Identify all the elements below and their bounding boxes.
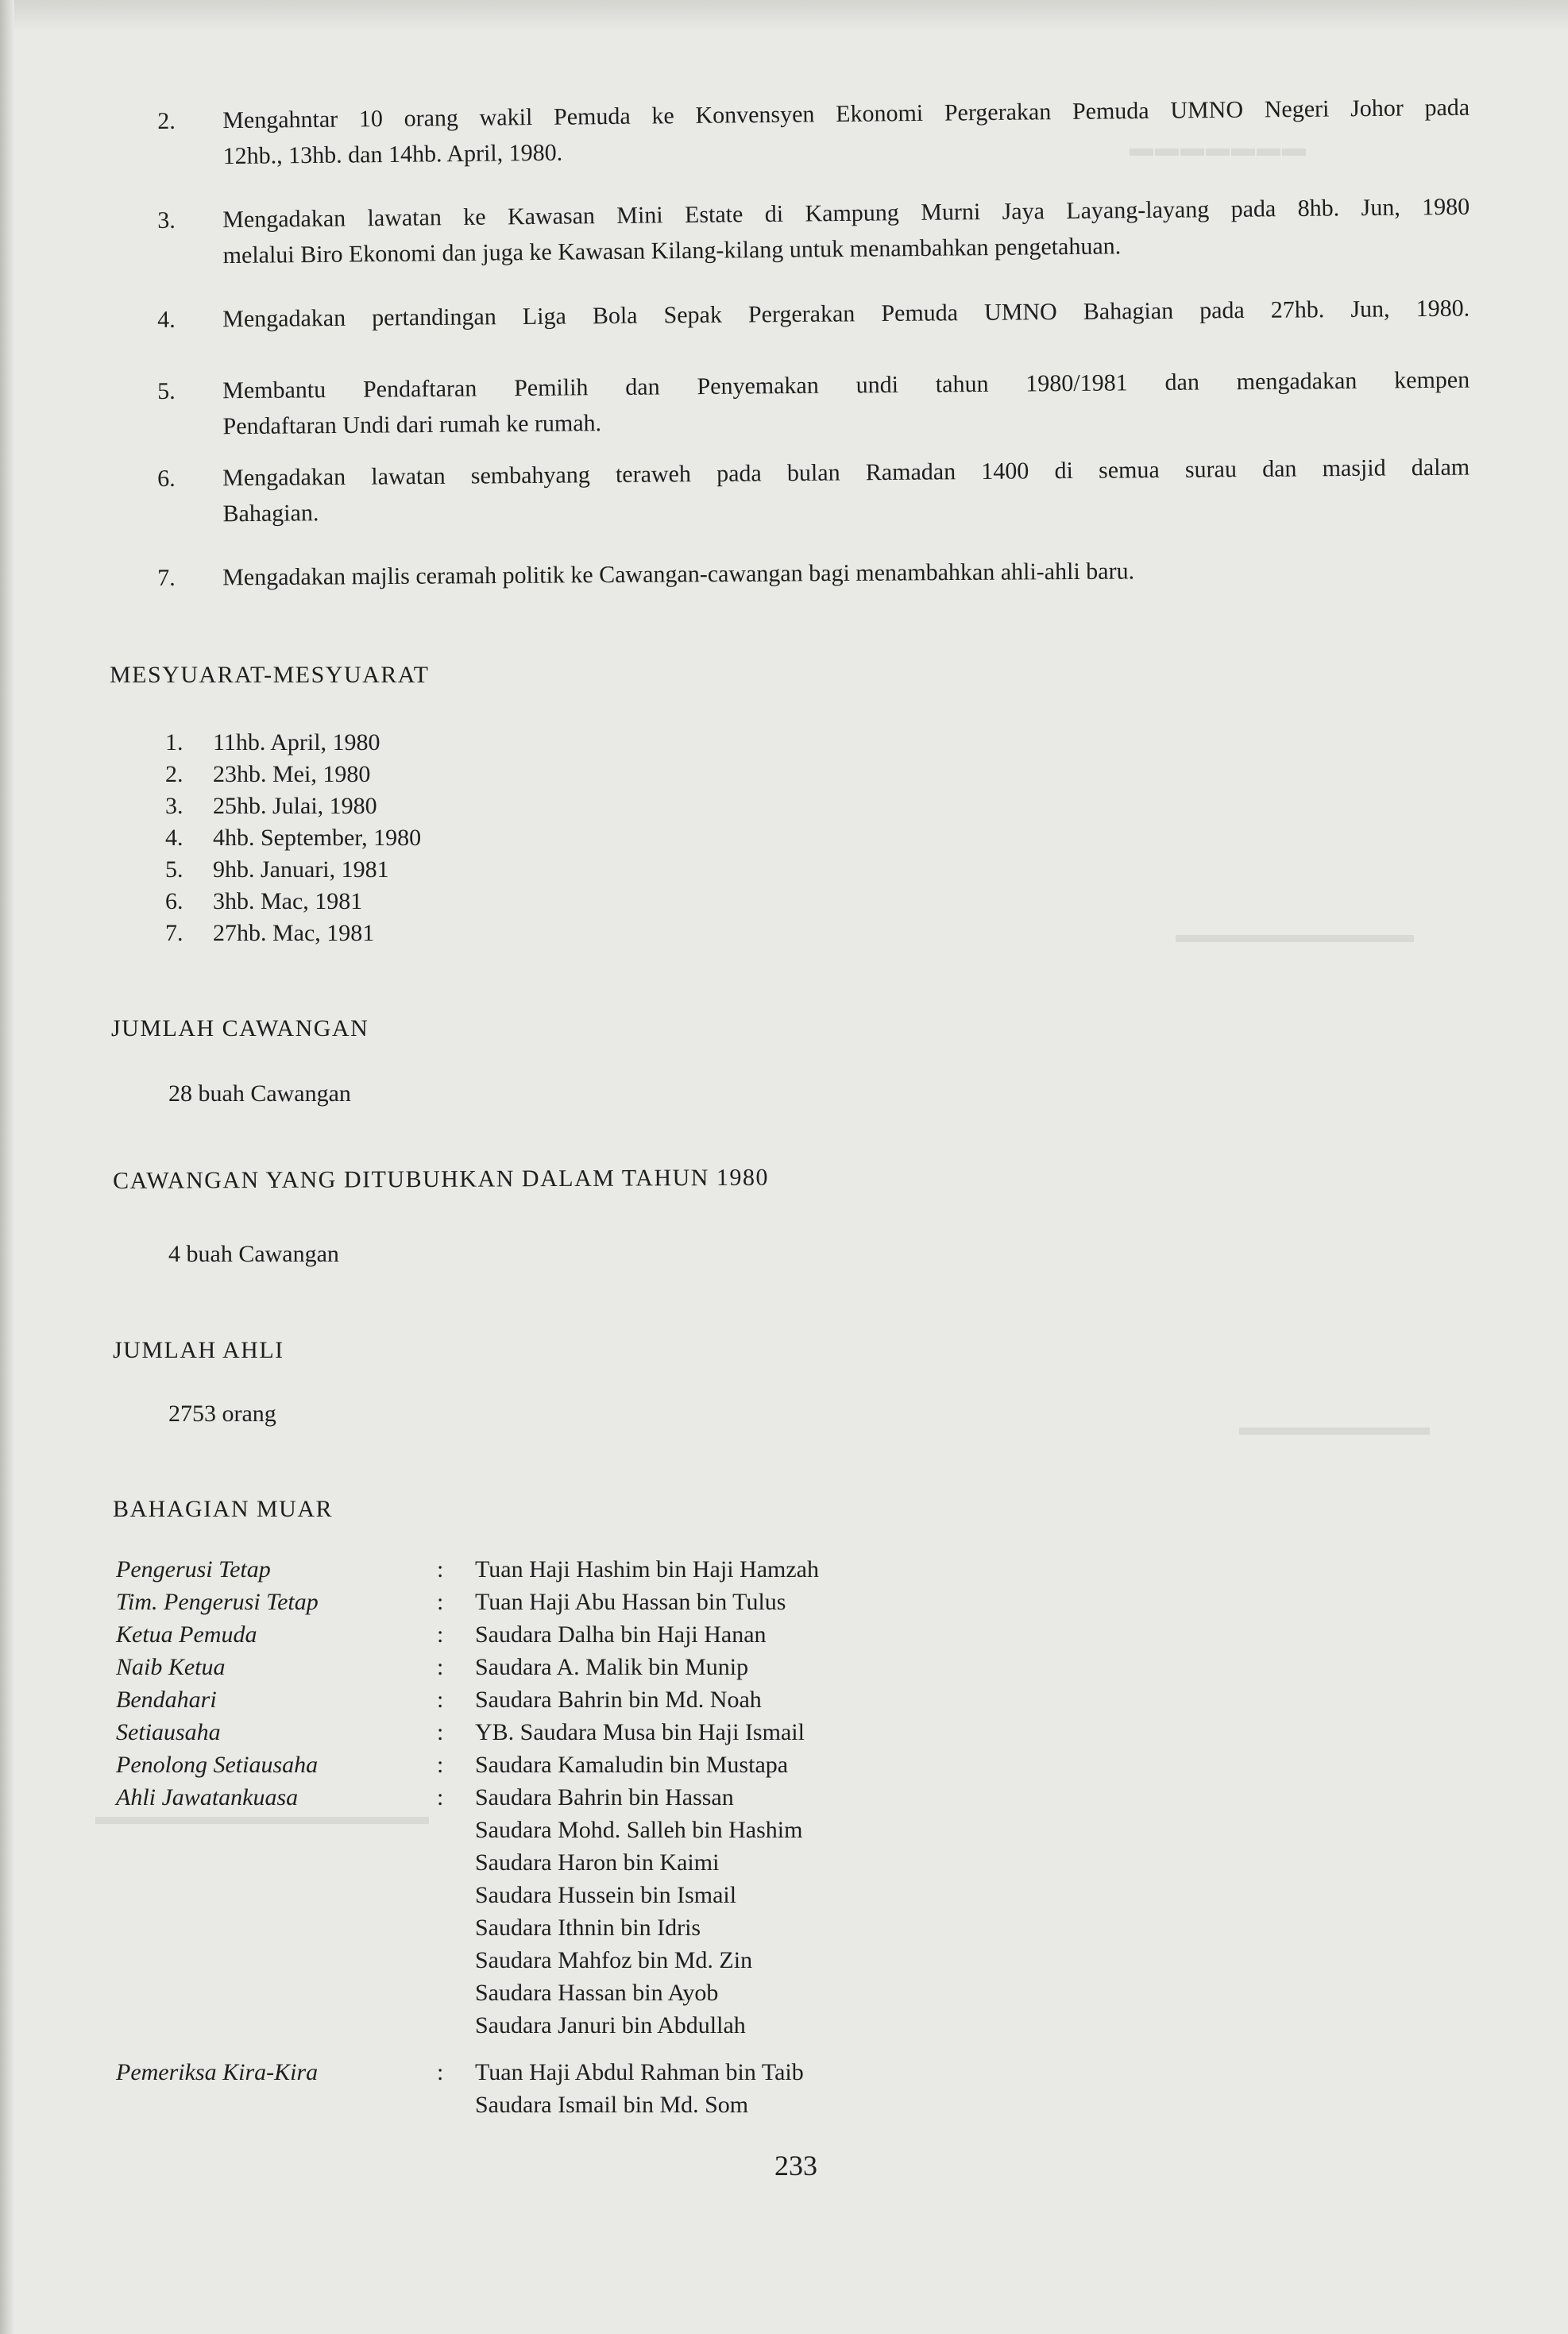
officer-role: Ketua Pemuda — [116, 1621, 257, 1648]
activity-item — [157, 189, 1476, 269]
meeting-number: 7. — [165, 920, 183, 946]
officer-name: Saudara Bahrin bin Md. Noah — [475, 1687, 762, 1713]
officer-role: Penolong Setiausaha — [116, 1752, 319, 1778]
meeting-date: 27hb. Mac, 1981 — [213, 920, 375, 946]
activity-number: 5. — [157, 377, 176, 404]
page-number: 233 — [774, 2150, 817, 2181]
meeting-date: 3hb. Mac, 1981 — [213, 888, 363, 914]
activity-text: Bahagian. — [222, 500, 319, 527]
activity-number: 2. — [157, 107, 176, 134]
activity-item — [157, 291, 1476, 333]
meeting-date: 9hb. Januari, 1981 — [213, 856, 389, 883]
activity-item — [157, 450, 1476, 527]
meeting-date: 4hb. September, 1980 — [213, 825, 422, 851]
committee-member-name: Saudara Haron bin Kaimi — [475, 1849, 720, 1876]
meeting-number: 2. — [165, 761, 183, 787]
officer-name: Tuan Haji Abdul Rahman bin Taib — [475, 2059, 804, 2085]
committee-member-name: Saudara Hussein bin Ismail — [475, 1882, 737, 1908]
activity-number: 6. — [157, 465, 176, 492]
officer-name: Saudara Ismail bin Md. Som — [475, 2092, 749, 2118]
meeting-number: 3. — [165, 793, 183, 819]
jumlah-ahli-value: 2753 orang — [168, 1401, 276, 1427]
meeting-number: 1. — [165, 729, 183, 755]
officer-name: Saudara Dalha bin Haji Hanan — [475, 1621, 767, 1648]
committee-member-name: Saudara Hassan bin Ayob — [475, 1980, 719, 2006]
officer-role: Bendahari — [116, 1687, 217, 1713]
officer-role: Tim. Pengerusi Tetap — [116, 1589, 319, 1615]
section-heading-jumlah-cawangan: JUMLAH CAWANGAN — [111, 1015, 369, 1041]
officer-name: Tuan Haji Abu Hassan bin Tulus — [475, 1589, 786, 1615]
activity-text: 12hb., 13hb. dan 14hb. April, 1980. — [222, 139, 563, 170]
cawangan-ditubuhkan-value: 4 buah Cawangan — [168, 1241, 339, 1267]
colon-separator: : — [437, 2059, 444, 2085]
activity-text: Mengadakan majlis ceramah politik ke Cawangan-cawangan bagi menambahkan ahli-ahli baru. — [222, 558, 1135, 591]
activity-text: Membantu Pendaftaran Pemilih dan Penyemakan undi tahun 1980/1981 dan mengadakan kempen — [222, 366, 1470, 404]
colon-separator: : — [437, 1556, 444, 1582]
section-heading-bahagian-muar: BAHAGIAN MUAR — [113, 1496, 334, 1522]
show-through-decoration: ▬▬▬▬▬▬▬▬▬▬▬▬▬▬ — [95, 1803, 429, 1830]
officer-name: Saudara Bahrin bin Hassan — [475, 1784, 734, 1810]
meeting-date: 25hb. Julai, 1980 — [213, 793, 377, 819]
activity-text: Mengadakan pertandingan Liga Bola Sepak Pergerakan Pemuda UMNO Bahagian pada 27hb. Jun, 1980. — [222, 295, 1470, 333]
activity-text: melalui Biro Ekonomi dan juga ke Kawasan Kilang-kilang untuk menambahkan pengetahuan. — [222, 233, 1122, 269]
officer-role: Pengerusi Tetap — [116, 1556, 271, 1582]
activity-number: 7. — [157, 564, 176, 591]
activity-text: Mengadakan lawatan sembahyang teraweh pada bulan Ramadan 1400 di semua surau dan masjid dalam — [222, 454, 1470, 492]
meeting-number: 6. — [165, 888, 183, 914]
committee-member-name: Saudara Mahfoz bin Md. Zin — [475, 1947, 753, 1973]
meeting-date: 23hb. Mei, 1980 — [213, 761, 371, 787]
officer-role: Setiausaha — [116, 1719, 221, 1745]
activity-text: Mengahntar 10 orang wakil Pemuda ke Konvensyen Ekonomi Pergerakan Pemuda UMNO Negeri Johor pada — [222, 94, 1470, 134]
activity-number: 4. — [157, 306, 176, 333]
colon-separator: : — [437, 1621, 444, 1648]
colon-separator: : — [437, 1752, 444, 1778]
officer-role: Naib Ketua — [116, 1654, 226, 1680]
committee-member-name: Saudara Mohd. Salleh bin Hashim — [475, 1817, 803, 1843]
show-through-decoration: ▬▬▬▬▬▬▬ — [1128, 135, 1306, 161]
show-through-decoration: ▬▬▬▬▬▬▬▬ — [1239, 1414, 1430, 1440]
section-heading-jumlah-ahli: JUMLAH AHLI — [113, 1337, 284, 1363]
colon-separator: : — [437, 1589, 444, 1615]
officer-role: Pemeriksa Kira-Kira — [116, 2059, 319, 2085]
officer-name: YB. Saudara Musa bin Haji Ismail — [475, 1719, 805, 1745]
colon-separator: : — [437, 1687, 444, 1713]
officer-name: Tuan Haji Hashim bin Haji Hamzah — [475, 1556, 819, 1582]
committee-member-name: Saudara Ithnin bin Idris — [475, 1915, 701, 1941]
officer-name: Saudara Kamaludin bin Mustapa — [475, 1752, 789, 1778]
committee-member-name: Saudara Januri bin Abdullah — [475, 2012, 746, 2038]
jumlah-cawangan-value: 28 buah Cawangan — [168, 1080, 351, 1107]
activity-text: Mengadakan lawatan ke Kawasan Mini Estate di Kampung Murni Jaya Layang-layang pada 8hb. Jun, 1980 — [222, 193, 1470, 234]
activity-item — [157, 90, 1476, 170]
page-top-shadow — [0, 0, 1568, 32]
activity-number: 3. — [157, 207, 176, 234]
officer-name: Saudara A. Malik bin Munip — [475, 1654, 749, 1680]
activity-text: Pendaftaran Undi dari rumah ke rumah. — [222, 410, 602, 440]
colon-separator: : — [437, 1784, 444, 1810]
page-binding-shadow — [0, 0, 14, 2334]
activity-item — [157, 362, 1476, 440]
section-heading-mesyuarat: MESYUARAT-MESYUARAT — [110, 662, 430, 688]
show-through-decoration: ▬▬▬▬▬▬▬▬▬▬ — [1176, 922, 1414, 948]
officer-role: Ahli Jawatankuasa — [116, 1784, 299, 1810]
section-heading-cawangan-ditubuhkan: CAWANGAN YANG DITUBUHKAN DALAM TAHUN 1980 — [113, 1164, 769, 1194]
activity-item — [157, 551, 1476, 591]
colon-separator: : — [437, 1654, 444, 1680]
meeting-number: 5. — [165, 856, 183, 883]
meeting-date: 11hb. April, 1980 — [213, 729, 380, 755]
colon-separator: : — [437, 1719, 444, 1745]
meeting-number: 4. — [165, 825, 183, 851]
